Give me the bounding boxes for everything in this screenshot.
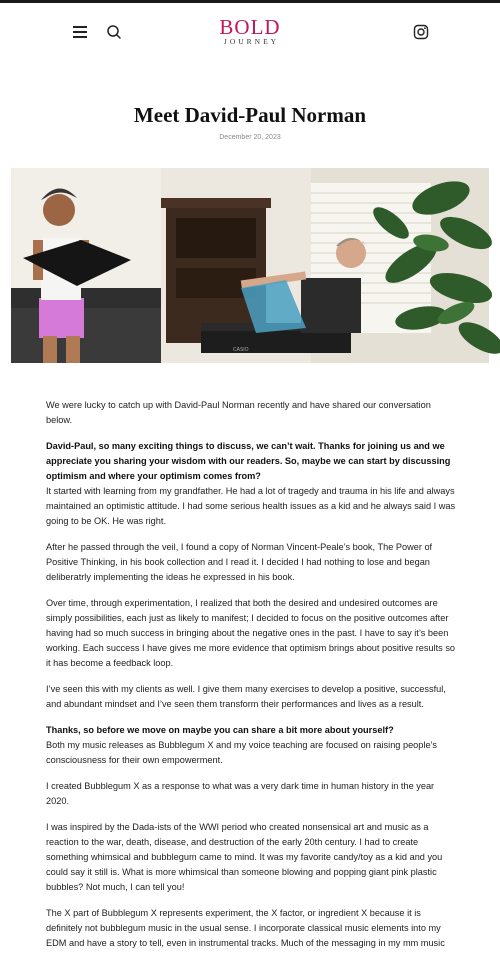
logo-journey-text: JOURNEY [223,37,280,46]
answer-paragraph: I created Bubblegum X as a response to what was a very dark time in human history in the year 2020. [46,781,435,806]
answer-paragraph: I was inspired by the Dada-ists of the WWI period who created nonsensical art and music as a reaction to the war, death, disease, and destruction of the early 20th century. I had to create something whimsical and bubblegum came to mind. It was my favorite candy/toy as a kid and you could say it still is. What is more whimsical than someone blowing and popping giant pink plastic bubbles? Not much, I can tell you! [46,822,443,892]
answer-paragraph: It started with learning from my grandfather. He had a lot of tragedy and trauma in his life and always maintained an optimistic attitude. I had some serious health issues as a kid and he always said I was going to be OK. He was right. [46,486,456,526]
article-intro: We were lucky to catch up with David-Paul Norman recently and have shared our conversation below. [46,400,431,425]
answer-paragraph: The X part of Bubblegum X represents experiment, the X factor, or ingredient X because it is definitely not bubblegum music in the usual sense. I incorporate classical music elements into my EDM and have a story to tell, even in instrumental tracks. Much of the messaging in my mm music [46,908,445,948]
answer-paragraph: Both my music releases as Bubblegum X and my voice teaching are focused on raising people’s consciousness for their own empowerment. [46,740,438,765]
interview-question-1 [46,439,458,529]
answer-paragraph: After he passed through the veil, I found a copy of Norman Vincent-Peale’s book, The Power of Positive Thinking, in his book collection and I read it. I decided I had nothing to lose and began deliberatrly implementing the ideas he expressed in his book. [46,542,433,582]
article-body [46,398,458,962]
answer-paragraph: I’ve seen this with my clients as well. I give them many exercises to develop a positive, successful, and abundant mindset and I’ve seen them transform their performances and lives as a result. [46,684,446,709]
site-header [0,3,500,63]
article-date: December 20, 2023 [219,134,281,141]
search-icon[interactable] [106,24,122,40]
question-text: Thanks, so before we move on maybe you can share a bit more about yourself? [46,725,394,735]
instagram-icon[interactable] [413,24,429,40]
hero-photo-illustration [11,168,489,363]
hamburger-menu-icon[interactable] [73,26,87,38]
article-hero-photo [11,168,489,363]
interview-question-2 [46,723,458,768]
site-logo[interactable] [200,17,300,46]
logo-bold-text: BOLD [219,15,281,39]
answer-paragraph: Over time, through experimentation, I realized that both the desired and undesired outcomes are simply possibilities, each just as likely to manifest; I decided to focus on the positive outcomes after having had so much success in bringing about the negative ones in the past. I have to say it’s been working. Each success I have gives me more evidence that optimism brings about positive results so it has become a feedback loop. [46,598,456,668]
article-title: Meet David-Paul Norman [133,103,367,127]
question-text: David-Paul, so many exciting things to discuss, we can’t wait. Thanks for joining us and we appreciate you sharing your wisdom with our readers. So, maybe we can start by discussing optimism and where your optimism comes from? [46,441,451,481]
keyboard-brand-text: CASIO [233,347,249,353]
